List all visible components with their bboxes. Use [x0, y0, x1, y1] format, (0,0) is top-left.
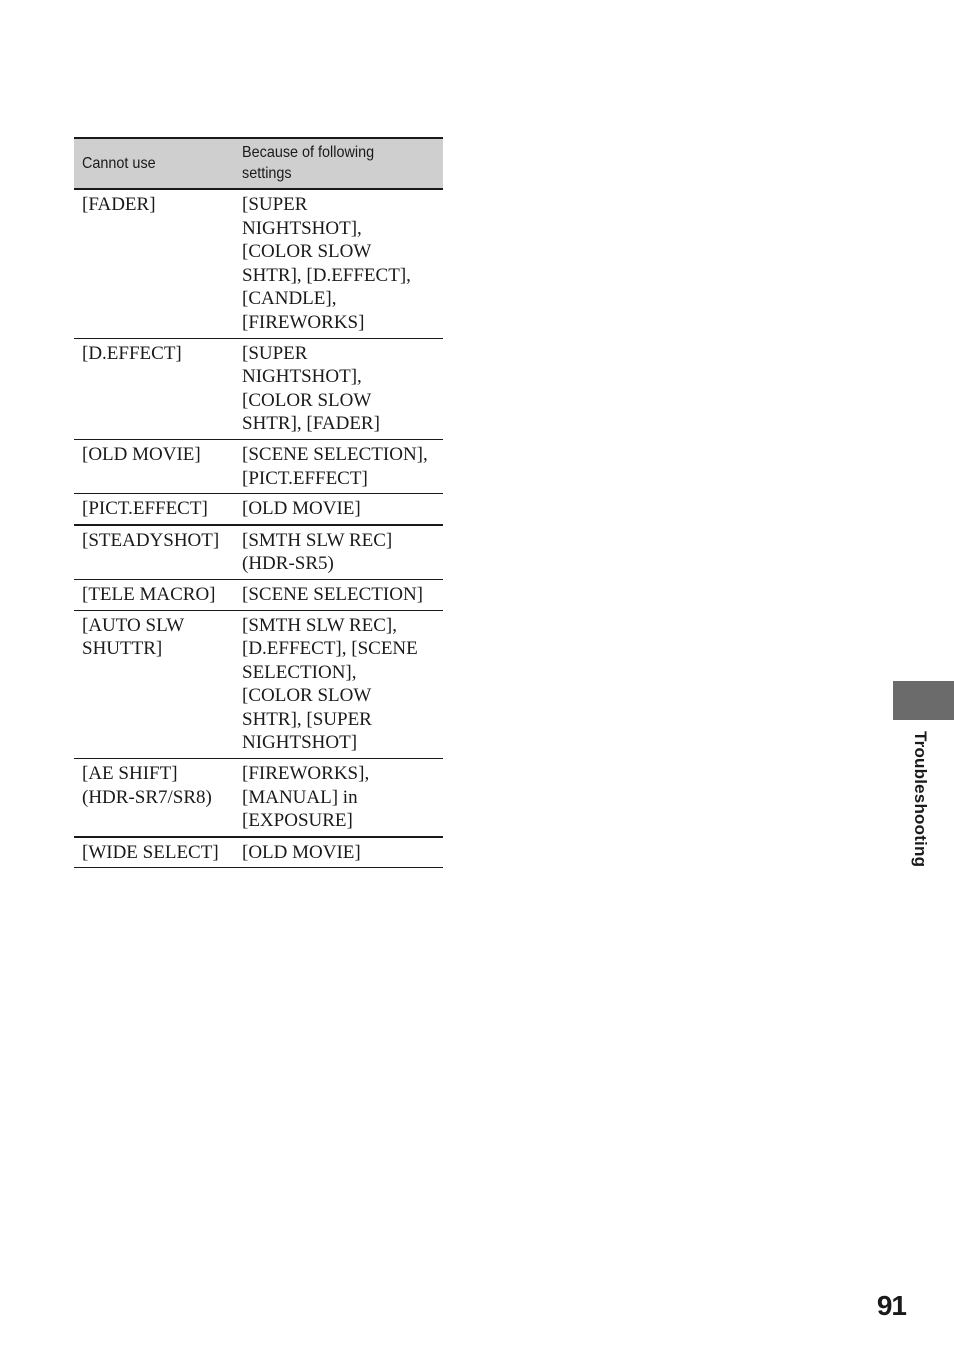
cell-because-of: [SUPER NIGHTSHOT], [COLOR SLOW SHTR], [FADER] [234, 338, 443, 439]
table-row [74, 579, 443, 610]
cell-cannot-use: [WIDE SELECT] [74, 837, 234, 868]
cell-because-of: [SCENE SELECTION] [234, 579, 443, 610]
table-row [74, 610, 443, 759]
cell-cannot-use: [AE SHIFT] (HDR-SR7/SR8) [74, 759, 234, 837]
cell-because-of: [SCENE SELECTION], [PICT.EFFECT] [234, 439, 443, 493]
cell-cannot-use: [AUTO SLW SHUTTR] [74, 610, 234, 759]
cell-because-of: [SMTH SLW REC], [D.EFFECT], [SCENE SELECTION], [COLOR SLOW SHTR], [SUPER NIGHTSHOT] [234, 610, 443, 759]
header-because-of: Because of following settings [234, 138, 443, 189]
cell-cannot-use: [OLD MOVIE] [74, 439, 234, 493]
cell-cannot-use: [STEADYSHOT] [74, 525, 234, 580]
cell-cannot-use: [D.EFFECT] [74, 338, 234, 439]
table-row [74, 189, 443, 338]
page-number: 91 [876, 1290, 906, 1321]
table-row [74, 439, 443, 493]
settings-table [74, 137, 443, 868]
table-row [74, 338, 443, 439]
cell-because-of: [SMTH SLW REC] (HDR-SR5) [234, 525, 443, 580]
cell-cannot-use: [PICT.EFFECT] [74, 494, 234, 525]
table-row [74, 837, 443, 868]
table-header-row [74, 138, 443, 189]
section-label: Troubleshooting [911, 731, 930, 868]
header-cannot-use: Cannot use [74, 138, 234, 189]
section-tab-marker [893, 681, 954, 720]
cell-because-of: [FIREWORKS], [MANUAL] in [EXPOSURE] [234, 759, 443, 837]
table-row [74, 494, 443, 525]
table-row [74, 759, 443, 837]
cell-because-of: [OLD MOVIE] [234, 494, 443, 525]
cell-cannot-use: [TELE MACRO] [74, 579, 234, 610]
cell-because-of: [OLD MOVIE] [234, 837, 443, 868]
cell-cannot-use: [FADER] [74, 189, 234, 338]
table-row [74, 525, 443, 580]
cell-because-of: [SUPER NIGHTSHOT], [COLOR SLOW SHTR], [D.EFFECT], [CANDLE], [FIREWORKS] [234, 189, 443, 338]
